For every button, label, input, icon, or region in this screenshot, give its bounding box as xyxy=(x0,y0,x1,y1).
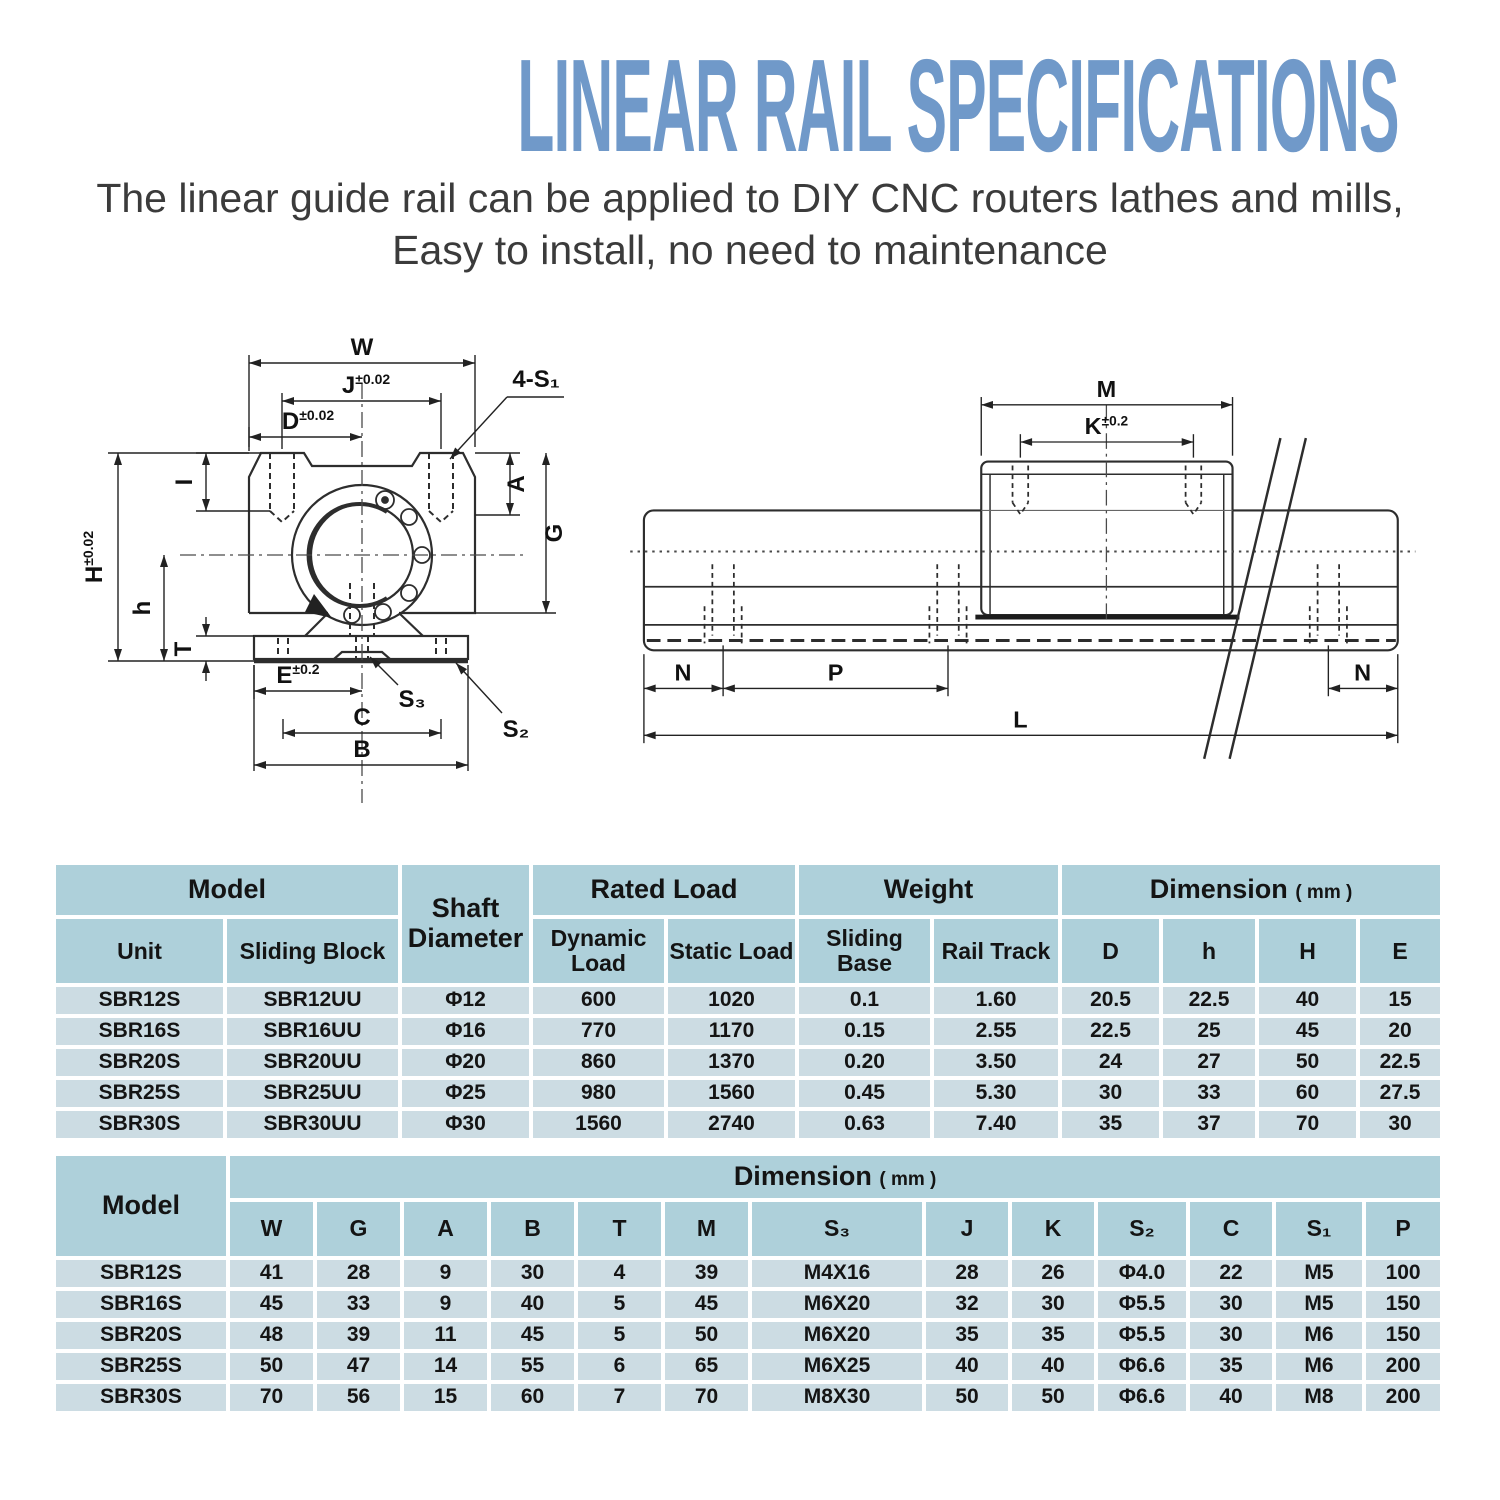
cell: 0.63 xyxy=(799,1111,930,1138)
cell: Φ25 xyxy=(402,1080,529,1107)
cell: M8X30 xyxy=(752,1384,922,1411)
cell: 26 xyxy=(1012,1260,1094,1287)
cell: 7.40 xyxy=(934,1111,1058,1138)
cell: M6 xyxy=(1276,1353,1362,1380)
dim-label-k: $K^{\pm 0.2}$ xyxy=(1084,413,1129,440)
col-header-unit: Unit xyxy=(56,919,223,983)
dimension-table-body xyxy=(56,1260,1440,1411)
cell: 11 xyxy=(404,1322,487,1349)
cell: SBR12S xyxy=(56,1260,226,1287)
col-header-m: M xyxy=(665,1202,748,1256)
cell: M8 xyxy=(1276,1384,1362,1411)
col-header-w: W xyxy=(230,1202,313,1256)
col-header-k: K xyxy=(1012,1202,1094,1256)
col-header-sliding-base: Sliding Base xyxy=(799,919,930,983)
table-row xyxy=(56,1080,1440,1107)
col-header-s3: S₃ xyxy=(752,1202,922,1256)
table-row xyxy=(56,1353,1440,1380)
cell: 2740 xyxy=(668,1111,795,1138)
cell: SBR16S xyxy=(56,1018,223,1045)
cell: 37 xyxy=(1163,1111,1255,1138)
cell: 32 xyxy=(926,1291,1008,1318)
col-header-rail-track: Rail Track xyxy=(934,919,1058,983)
cell: 30 xyxy=(1062,1080,1159,1107)
cell: 20 xyxy=(1360,1018,1440,1045)
cell: 1370 xyxy=(668,1049,795,1076)
cell: 15 xyxy=(404,1384,487,1411)
cell: 50 xyxy=(1259,1049,1356,1076)
table-row xyxy=(56,1322,1440,1349)
cell: 30 xyxy=(1012,1291,1094,1318)
cell: 39 xyxy=(317,1322,400,1349)
dim-label-a: A xyxy=(503,475,530,493)
cell: Φ5.5 xyxy=(1098,1291,1186,1318)
cell: SBR16S xyxy=(56,1291,226,1318)
cell: 70 xyxy=(665,1384,748,1411)
cell: 50 xyxy=(926,1384,1008,1411)
cell: 45 xyxy=(230,1291,313,1318)
cell: 1.60 xyxy=(934,987,1058,1014)
cell: 0.15 xyxy=(799,1018,930,1045)
cell: M6X25 xyxy=(752,1353,922,1380)
cell: 15 xyxy=(1360,987,1440,1014)
cell: 30 xyxy=(1190,1291,1272,1318)
cell: SBR20S xyxy=(56,1322,226,1349)
spec-table-head xyxy=(56,865,1440,983)
dim-group-header-row xyxy=(56,1156,1440,1198)
cell: SBR12UU xyxy=(227,987,398,1014)
cell: M5 xyxy=(1276,1291,1362,1318)
col-header-j: J xyxy=(926,1202,1008,1256)
cell: 5.30 xyxy=(934,1080,1058,1107)
col-header-t: T xyxy=(578,1202,661,1256)
cell: 22.5 xyxy=(1360,1049,1440,1076)
cell: 55 xyxy=(491,1353,574,1380)
cell: 2.55 xyxy=(934,1018,1058,1045)
cell: 41 xyxy=(230,1260,313,1287)
dim-label-b: B xyxy=(353,735,371,763)
col-header-b: B xyxy=(491,1202,574,1256)
dim-label-4s1: 4-S₁ xyxy=(512,365,560,393)
cell: 9 xyxy=(404,1260,487,1287)
cell: 33 xyxy=(1163,1080,1255,1107)
cell: 6 xyxy=(578,1353,661,1380)
cell: 30 xyxy=(491,1260,574,1287)
cell: 27.5 xyxy=(1360,1080,1440,1107)
col-group-model-2: Model xyxy=(56,1156,226,1256)
dim-label-g: G xyxy=(541,523,568,543)
cell: 22.5 xyxy=(1163,987,1255,1014)
cell: 45 xyxy=(1259,1018,1356,1045)
dim-label-s2: S₂ xyxy=(502,715,530,743)
dim-label-s3: S₃ xyxy=(398,685,426,713)
cell: 770 xyxy=(533,1018,664,1045)
side-view-diagram xyxy=(596,339,1476,809)
cell: 50 xyxy=(230,1353,313,1380)
dim-label-n-right: N xyxy=(1354,659,1372,686)
cell: SBR16UU xyxy=(227,1018,398,1045)
col-header-a: A xyxy=(404,1202,487,1256)
cell: 48 xyxy=(230,1322,313,1349)
cell: 35 xyxy=(1190,1353,1272,1380)
dim-label-n-left: N xyxy=(674,659,692,686)
col-group-rated-load: Rated Load xyxy=(533,865,795,915)
cell: 45 xyxy=(491,1322,574,1349)
dim-label-t: T xyxy=(170,641,197,657)
col-group-shaft-diameter: Shaft Diameter xyxy=(402,865,529,983)
cell: M6X20 xyxy=(752,1291,922,1318)
cell: 60 xyxy=(491,1384,574,1411)
cell: Φ20 xyxy=(402,1049,529,1076)
cell: 9 xyxy=(404,1291,487,1318)
spec-sub-header-row xyxy=(56,919,1440,983)
table-row xyxy=(56,1291,1440,1318)
col-group-dimension: Dimension ( mm ) xyxy=(1062,865,1440,915)
dim-label-p: P xyxy=(827,659,844,686)
table-row xyxy=(56,1018,1440,1045)
cell: 1170 xyxy=(668,1018,795,1045)
cell: 33 xyxy=(317,1291,400,1318)
table-row xyxy=(56,987,1440,1014)
dim-sub-header-row xyxy=(56,1202,1440,1256)
cell: 27 xyxy=(1163,1049,1255,1076)
cell: M5 xyxy=(1276,1260,1362,1287)
cell: 4 xyxy=(578,1260,661,1287)
cell: 0.20 xyxy=(799,1049,930,1076)
cell: 39 xyxy=(665,1260,748,1287)
col-header-h-low: h xyxy=(1163,919,1255,983)
cell: 1560 xyxy=(533,1111,664,1138)
col-group-model: Model xyxy=(56,865,398,915)
dim-label-w: W xyxy=(350,333,374,361)
col-header-h-cap: H xyxy=(1259,919,1356,983)
cell: 50 xyxy=(665,1322,748,1349)
cell: 24 xyxy=(1062,1049,1159,1076)
cell: SBR25S xyxy=(56,1080,223,1107)
cell: SBR20UU xyxy=(227,1049,398,1076)
spec-table-body xyxy=(56,987,1440,1138)
cell: 60 xyxy=(1259,1080,1356,1107)
dim-label-m: M xyxy=(1096,375,1117,402)
cell: 70 xyxy=(230,1384,313,1411)
cell: 200 xyxy=(1366,1353,1440,1380)
col-header-p: P xyxy=(1366,1202,1440,1256)
dim-label-e: $E^{\pm 0.2}$ xyxy=(276,660,320,689)
cell: SBR20S xyxy=(56,1049,223,1076)
cell: SBR12S xyxy=(56,987,223,1014)
table-row xyxy=(56,1049,1440,1076)
cell: 28 xyxy=(926,1260,1008,1287)
dim-label-l: L xyxy=(1013,706,1028,733)
cell: Φ16 xyxy=(402,1018,529,1045)
cell: 22.5 xyxy=(1062,1018,1159,1045)
cell: 65 xyxy=(665,1353,748,1380)
cell: 56 xyxy=(317,1384,400,1411)
col-header-c: C xyxy=(1190,1202,1272,1256)
cell: 35 xyxy=(1012,1322,1094,1349)
cell: 7 xyxy=(578,1384,661,1411)
cell: Φ6.6 xyxy=(1098,1353,1186,1380)
col-header-s2: S₂ xyxy=(1098,1202,1186,1256)
cell: 100 xyxy=(1366,1260,1440,1287)
cell: 40 xyxy=(491,1291,574,1318)
dimension-table-head xyxy=(56,1156,1440,1256)
spec-table xyxy=(52,861,1444,1142)
dim-label-c: C xyxy=(353,703,371,731)
cell: 30 xyxy=(1190,1322,1272,1349)
cell: 980 xyxy=(533,1080,664,1107)
cell: M6 xyxy=(1276,1322,1362,1349)
cell: 150 xyxy=(1366,1291,1440,1318)
cell: 0.1 xyxy=(799,987,930,1014)
cell: 5 xyxy=(578,1322,661,1349)
cell: 40 xyxy=(1012,1353,1094,1380)
cell: 35 xyxy=(1062,1111,1159,1138)
cell: 45 xyxy=(665,1291,748,1318)
table-row xyxy=(56,1260,1440,1287)
cell: 5 xyxy=(578,1291,661,1318)
dim-label-h-low: h xyxy=(129,600,156,616)
cell: 200 xyxy=(1366,1384,1440,1411)
cell: 50 xyxy=(1012,1384,1094,1411)
col-group-weight: Weight xyxy=(799,865,1058,915)
table-row xyxy=(56,1384,1440,1411)
cell: 25 xyxy=(1163,1018,1255,1045)
cell: SBR30UU xyxy=(227,1111,398,1138)
dim-label-i: I xyxy=(171,478,198,486)
cell: SBR30S xyxy=(56,1111,223,1138)
table-row xyxy=(56,1111,1440,1138)
cell: 28 xyxy=(317,1260,400,1287)
cell: 20.5 xyxy=(1062,987,1159,1014)
subtitle-line2: Easy to install, no need to maintenance xyxy=(392,227,1108,274)
cell: Φ5.5 xyxy=(1098,1322,1186,1349)
cell: 47 xyxy=(317,1353,400,1380)
col-group-dimension-2: Dimension ( mm ) xyxy=(230,1156,1440,1198)
dim-label-j: $J^{\pm 0.02}$ xyxy=(341,370,391,399)
dim-label-h-cap: $H^{\pm 0.02}$ xyxy=(80,530,108,584)
cell: Φ6.6 xyxy=(1098,1384,1186,1411)
cell: 40 xyxy=(1190,1384,1272,1411)
front-view-diagram xyxy=(58,325,578,815)
cell: Φ30 xyxy=(402,1111,529,1138)
col-header-dynamic-load: Dynamic Load xyxy=(533,919,664,983)
cell: M4X16 xyxy=(752,1260,922,1287)
page-title: LINEAR RAIL SPECIFICATIONS xyxy=(517,32,1399,179)
col-header-static-load: Static Load xyxy=(668,919,795,983)
dimension-lines xyxy=(108,355,564,771)
cell: SBR25UU xyxy=(227,1080,398,1107)
subtitle-line1: The linear guide rail can be applied to DIY CNC routers lathes and mills, xyxy=(96,175,1404,221)
cell: 0.45 xyxy=(799,1080,930,1107)
cell: Φ4.0 xyxy=(1098,1260,1186,1287)
cell: SBR30S xyxy=(56,1384,226,1411)
col-header-sliding-block: Sliding Block xyxy=(227,919,398,983)
cell: 3.50 xyxy=(934,1049,1058,1076)
header xyxy=(0,0,1500,277)
cell: SBR25S xyxy=(56,1353,226,1380)
cell: 600 xyxy=(533,987,664,1014)
cell: Φ12 xyxy=(402,987,529,1014)
col-header-d: D xyxy=(1062,919,1159,983)
cell: 40 xyxy=(926,1353,1008,1380)
col-header-g: G xyxy=(317,1202,400,1256)
cell: 40 xyxy=(1259,987,1356,1014)
cell: 1020 xyxy=(668,987,795,1014)
cell: 35 xyxy=(926,1322,1008,1349)
cell: 14 xyxy=(404,1353,487,1380)
spec-group-header-row xyxy=(56,865,1440,915)
spec-tables xyxy=(52,861,1448,1415)
cell: 860 xyxy=(533,1049,664,1076)
technical-drawings xyxy=(0,325,1500,831)
dimension-table xyxy=(52,1152,1444,1415)
col-header-s1: S₁ xyxy=(1276,1202,1362,1256)
cell: 70 xyxy=(1259,1111,1356,1138)
dim-label-d: $D^{\pm 0.02}$ xyxy=(281,406,335,435)
cell: 30 xyxy=(1360,1111,1440,1138)
col-header-e: E xyxy=(1360,919,1440,983)
cell: 1560 xyxy=(668,1080,795,1107)
cell: 150 xyxy=(1366,1322,1440,1349)
cell: M6X20 xyxy=(752,1322,922,1349)
cell: 22 xyxy=(1190,1260,1272,1287)
